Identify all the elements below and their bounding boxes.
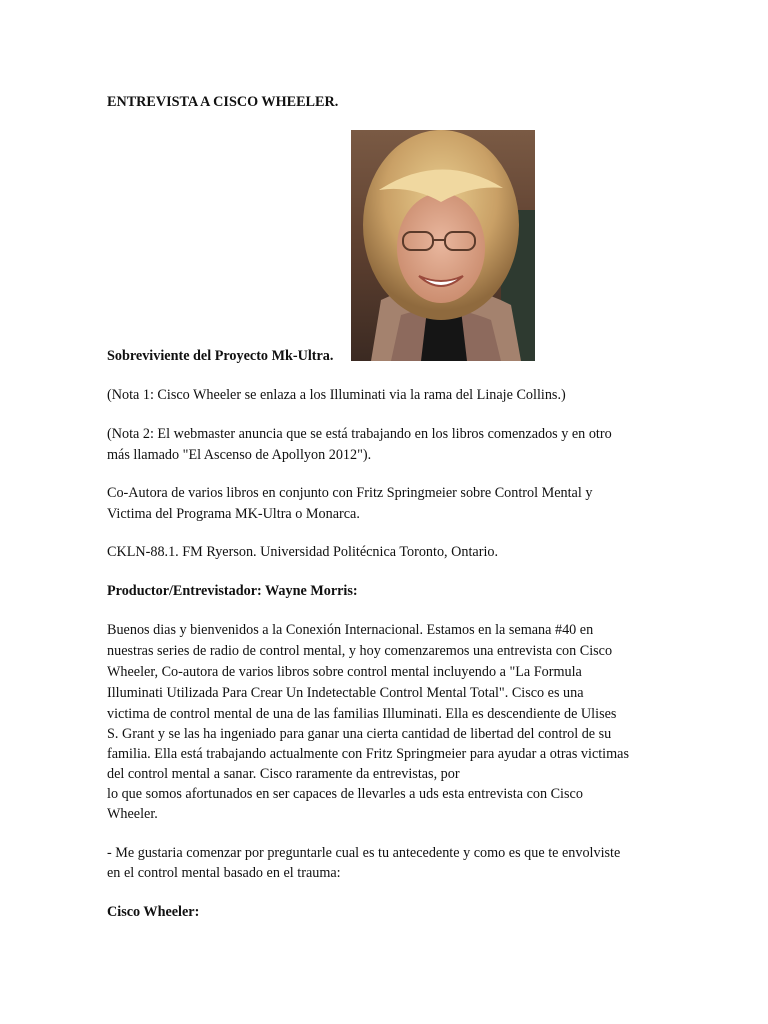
intro-line-5: victima de control mental de una de las familias Illuminati. Ella es descendiente de Ulises — [107, 706, 617, 722]
intro-line-4: Illuminati Utilizada Para Crear Un Indetectable Control Mental Total". Cisco es una — [107, 685, 584, 701]
nota-1: (Nota 1: Cisco Wheeler se enlaza a los Illuminati via la rama del Linaje Collins.) — [107, 387, 566, 403]
intro-line-8: del control mental a sanar. Cisco raramente da entrevistas, por — [107, 766, 460, 782]
portrait-photo — [351, 130, 535, 361]
nota-2-line-2: más llamado "El Ascenso de Apollyon 2012"). — [107, 447, 372, 463]
intro-line-10: Wheeler. — [107, 806, 158, 822]
intro-line-1: Buenos dias y bienvenidos a la Conexión Internacional. Estamos en la semana #40 en — [107, 622, 594, 638]
intro-line-2: nuestras series de radio de control mental, y hoy comenzaremos una entrevista con Cisco — [107, 643, 613, 659]
nota-2-line-1: (Nota 2: El webmaster anuncia que se está trabajando en los libros comenzados y en otro — [107, 426, 612, 442]
speaker-heading: Cisco Wheeler: — [107, 904, 200, 920]
intro-line-3: Wheeler, Co-autora de varios libros sobre control mental incluyendo a "La Formula — [107, 664, 582, 680]
productor-heading: Productor/Entrevistador: Wayne Morris: — [107, 583, 358, 599]
subtitle: Sobreviviente del Proyecto Mk-Ultra. — [107, 348, 334, 364]
station-line: CKLN-88.1. FM Ryerson. Universidad Politécnica Toronto, Ontario. — [107, 544, 499, 560]
intro-line-6: S. Grant y se las ha ingeniado para ganar una cierta cantidad de libertad del control de su — [107, 726, 612, 742]
coautora-line-1: Co-Autora de varios libros en conjunto con Fritz Springmeier sobre Control Mental y — [107, 485, 593, 501]
question-line-1: - Me gustaria comenzar por preguntarle cual es tu antecedente y como es que te envolviste — [107, 845, 621, 861]
intro-line-7: familia. Ella está trabajando actualmente con Fritz Springmeier para ayudar a otras victimas — [107, 746, 629, 762]
question-line-2: en el control mental basado en el trauma: — [107, 865, 341, 881]
document-title: ENTREVISTA A CISCO WHEELER. — [107, 94, 339, 110]
intro-line-9: lo que somos afortunados en ser capaces de llevarles a uds esta entrevista con Cisco — [107, 786, 583, 802]
coautora-line-2: Victima del Programa MK-Ultra o Monarca. — [107, 506, 360, 522]
